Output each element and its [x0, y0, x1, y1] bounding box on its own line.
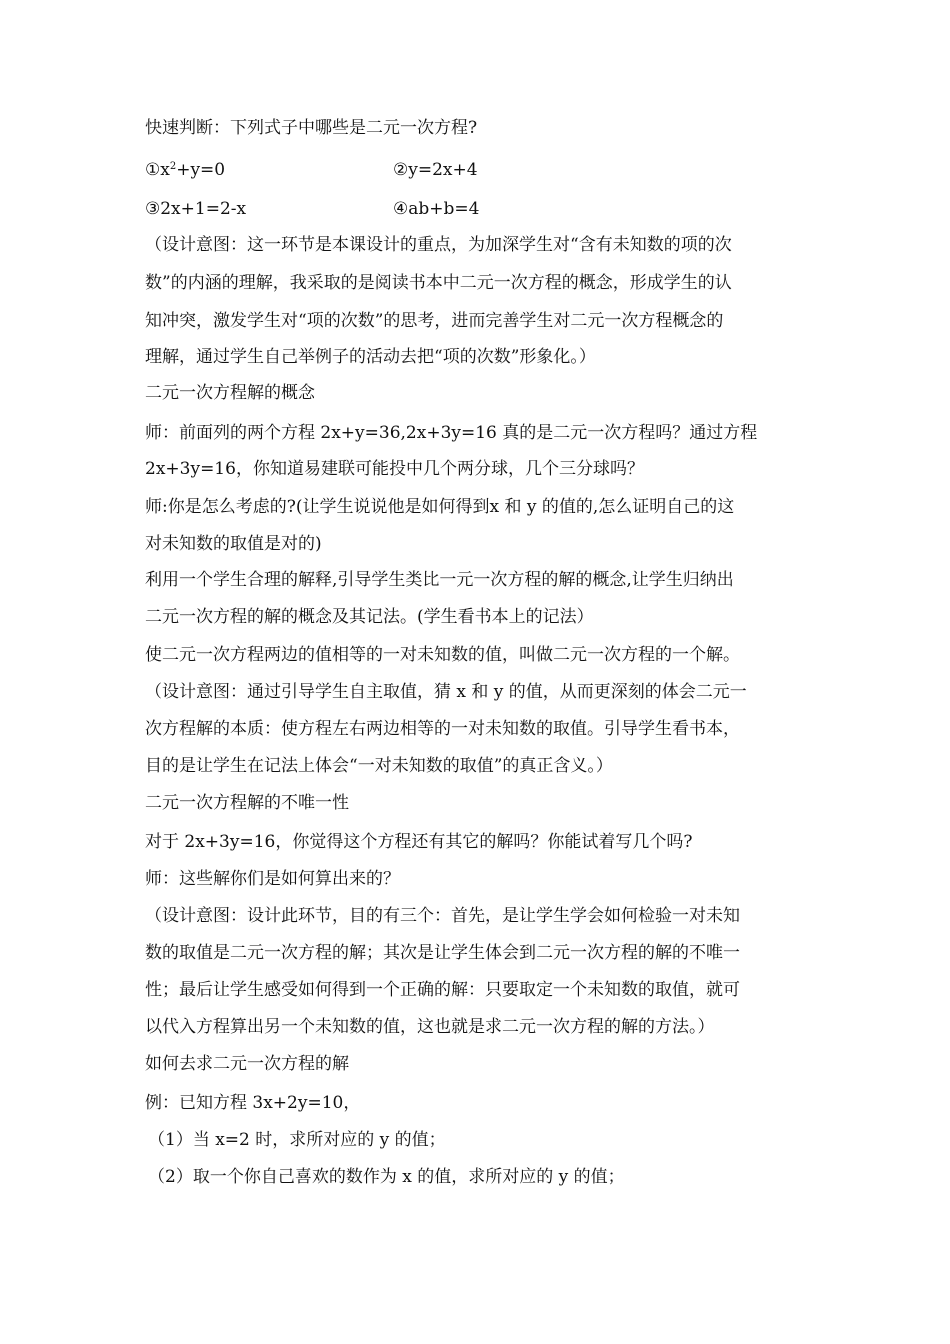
- design-intent-1-line-1: （设计意图：这一环节是本课设计的重点，为加深学生对“含有未知数的项的次: [145, 235, 732, 255]
- teacher-remark-2-line-2: 对未知数的取值是对的): [145, 534, 322, 554]
- teacher-remark-3: 师：这些解你们是如何算出来的？: [145, 869, 400, 889]
- design-intent-2-line-3: 目的是让学生在记法上体会“一对未知数的取值”的真正含义。）: [145, 756, 613, 776]
- equation-option-4: ④ab+b=4: [393, 199, 480, 219]
- design-intent-1-line-3: 知冲突，激发学生对“项的次数”的思考，进而完善学生对二元一次方程概念的: [145, 311, 724, 331]
- guidance-line-1: 利用一个学生合理的解释,引导学生类比一元一次方程的解的概念,让学生归纳出: [145, 570, 734, 590]
- design-intent-2-line-2: 次方程解的本质：使方程左右两边相等的一对未知数的取值。引导学生看书本，: [145, 719, 740, 739]
- design-intent-3-line-1: （设计意图：设计此环节，目的有三个：首先，是让学生学会如何检验一对未知: [145, 906, 740, 926]
- example-part-1: （1）当 x=2 时，求所对应的 y 的值；: [148, 1130, 446, 1150]
- guidance-line-2: 二元一次方程的解的概念及其记法。(学生看书本上的记法）: [145, 607, 594, 627]
- teacher-remark-1-line-1: 师：前面列的两个方程 2x+y=36,2x+3y=16 真的是二元一次方程吗？通过方程: [145, 423, 758, 443]
- example-part-2: （2）取一个你自己喜欢的数作为 x 的值，求所对应的 y 的值；: [148, 1167, 625, 1187]
- design-intent-1-line-2: 数”的内涵的理解，我采取的是阅读书本中二元一次方程的概念，形成学生的认: [145, 273, 732, 293]
- equation-option-1: $①x^2+y=0$: [145, 160, 226, 180]
- section-heading-how-to-solve: 如何去求二元一次方程的解: [145, 1054, 349, 1074]
- design-intent-3-line-4: 以代入方程算出另一个未知数的值，这也就是求二元一次方程的解的方法。）: [145, 1017, 715, 1037]
- teacher-remark-1-line-2: 2x+3y=16，你知道易建联可能投中几个两分球，几个三分球吗？: [145, 459, 644, 479]
- teacher-remark-2-line-1: 师:你是怎么考虑的?(让学生说说他是如何得到x 和 y 的值的,怎么证明自己的这: [145, 497, 735, 517]
- equation-option-2: ②y=2x+4: [393, 160, 478, 180]
- equation-option-3: ③2x+1=2-x: [145, 199, 247, 219]
- equation-options-row-1: [145, 159, 810, 181]
- solution-definition: 使二元一次方程两边的值相等的一对未知数的值，叫做二元一次方程的一个解。: [145, 645, 740, 665]
- equation-options-row-2: [145, 198, 810, 220]
- section-heading-nonunique: 二元一次方程解的不唯一性: [145, 793, 349, 813]
- other-solutions-question: 对于 2x+3y=16，你觉得这个方程还有其它的解吗？你能试着写几个吗?: [145, 832, 693, 852]
- design-intent-3-line-2: 数的取值是二元一次方程的解；其次是让学生体会到二元一次方程的解的不唯一: [145, 943, 740, 963]
- section-heading-solution-concept: 二元一次方程解的概念: [145, 383, 315, 403]
- design-intent-2-line-1: （设计意图：通过引导学生自主取值，猜 x 和 y 的值，从而更深刻的体会二元一: [145, 682, 747, 702]
- design-intent-1-line-4: 理解，通过学生自己举例子的活动去把“项的次数”形象化。）: [145, 347, 596, 367]
- design-intent-3-line-3: 性；最后让学生感受如何得到一个正确的解：只要取定一个未知数的取值，就可: [145, 980, 740, 1000]
- quick-judgement-question: 快速判断：下列式子中哪些是二元一次方程?: [145, 118, 478, 138]
- example-statement: 例：已知方程 3x+2y=10，: [145, 1093, 361, 1113]
